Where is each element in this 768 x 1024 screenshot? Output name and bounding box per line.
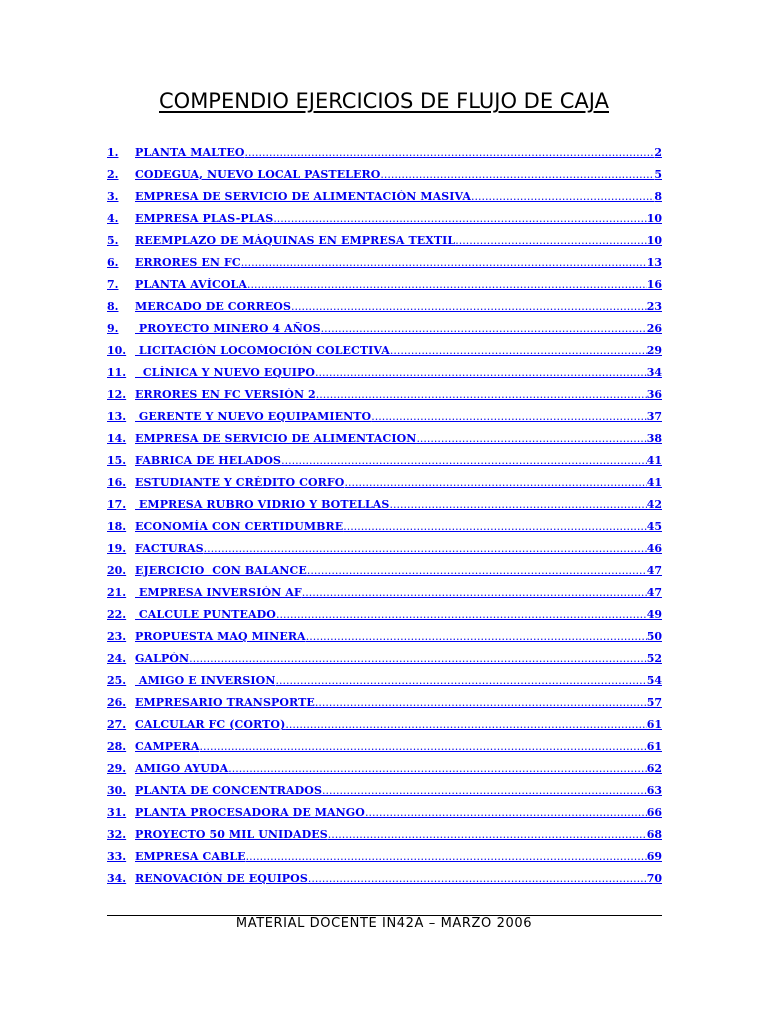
toc-entry-number: 31. [107, 806, 127, 819]
toc-entry-label: CALCULE PUNTEADO [135, 608, 276, 621]
toc-entry-page: 62 [646, 762, 662, 775]
toc-entry[interactable] [107, 586, 662, 608]
toc-entry-page: 10 [646, 234, 662, 247]
toc-entry[interactable] [107, 718, 662, 740]
toc-entry-label: FACTURAS [135, 542, 204, 555]
toc-entry-page: 57 [646, 696, 662, 709]
toc-dot-leader [316, 388, 647, 401]
toc-entry-label: GERENTE Y NUEVO EQUIPAMIENTO [135, 410, 372, 423]
toc-dot-leader [306, 630, 647, 643]
toc-dot-leader [416, 432, 646, 445]
toc-entry-number: 33. [107, 850, 127, 863]
toc-dot-leader [328, 828, 647, 841]
toc-dot-leader [285, 718, 646, 731]
toc-entry-label: PLANTA PROCESADORA DE MANGO [135, 806, 365, 819]
toc-entry[interactable] [107, 696, 662, 718]
toc-dot-leader [365, 806, 647, 819]
toc-dot-leader [321, 322, 647, 335]
toc-entry-page: 47 [646, 564, 662, 577]
document-title [0, 87, 768, 115]
toc-dot-leader [189, 652, 647, 665]
toc-dot-leader [343, 520, 646, 533]
toc-entry-page: 61 [646, 718, 662, 731]
toc-entry[interactable] [107, 652, 662, 674]
toc-dot-leader [276, 674, 647, 687]
toc-entry-page: 68 [646, 828, 662, 841]
toc-entry[interactable] [107, 190, 662, 212]
toc-entry-number: 18. [107, 520, 127, 533]
toc-entry-page: 47 [646, 586, 662, 599]
toc-entry-label: PROYECTO 50 MIL UNIDADES [135, 828, 328, 841]
toc-entry[interactable] [107, 674, 662, 696]
toc-entry-number: 15. [107, 454, 127, 467]
toc-entry-label: AMIGO E INVERSION [135, 674, 276, 687]
toc-dot-leader [246, 850, 647, 863]
toc-entry-number: 26. [107, 696, 127, 709]
toc-dot-leader [345, 476, 647, 489]
toc-dot-leader [302, 586, 647, 599]
toc-entry-page: 45 [646, 520, 662, 533]
toc-entry-label: GALPÓN [135, 652, 190, 665]
toc-entry-page: 54 [646, 674, 662, 687]
toc-entry-label: ECONOMÍA CON CERTIDUMBRE [135, 520, 344, 533]
toc-entry-page: 41 [646, 454, 662, 467]
toc-entry-number: 12. [107, 388, 127, 401]
footer-text: MATERIAL DOCENTE IN42A – MARZO 2006 [235, 916, 533, 931]
toc-entry[interactable] [107, 806, 662, 828]
toc-entry-page: 29 [646, 344, 662, 357]
toc-entry[interactable] [107, 322, 662, 344]
toc-entry-label: AMIGO AYUDA [135, 762, 229, 775]
toc-entry-page: 70 [646, 872, 662, 885]
toc-dot-leader [389, 498, 646, 511]
toc-entry[interactable] [107, 476, 662, 498]
toc-dot-leader [204, 542, 647, 555]
toc-dot-leader [245, 146, 655, 159]
toc-dot-leader [307, 564, 647, 577]
toc-entry-label: LICITACIÓN LOCOMOCIÓN COLECTIVA [135, 344, 390, 357]
toc-dot-leader [247, 278, 647, 291]
toc-dot-leader [315, 366, 647, 379]
toc-entry-page: 38 [646, 432, 662, 445]
toc-entry-page: 66 [646, 806, 662, 819]
toc-entry-label: PLANTA MALTEO [135, 146, 245, 159]
toc-entry-page: 10 [646, 212, 662, 225]
toc-entry-label: PLANTA DE CONCENTRADOS [135, 784, 323, 797]
toc-dot-leader [276, 608, 647, 621]
toc-entry-label: ERRORES EN FC VERSIÓN 2 [135, 388, 316, 401]
toc-entry-label: EMPRESA INVERSIÓN AF [135, 586, 302, 599]
toc-entry-number: 29. [107, 762, 127, 775]
toc-entry-label: ERRORES EN FC [135, 256, 241, 269]
toc-entry-label: EMPRESA DE SERVICIO DE ALIMENTACIÓN MASIVA [135, 190, 471, 203]
toc-entry-number: 24. [107, 652, 127, 665]
toc-entry[interactable] [107, 168, 662, 190]
toc-entry-label: EMPRESA CABLE [135, 850, 246, 863]
toc-entry-page: 37 [646, 410, 662, 423]
toc-entry-page: 63 [646, 784, 662, 797]
toc-entry-number: 2. [107, 168, 119, 181]
toc-entry[interactable] [107, 388, 662, 410]
toc-entry-number: 10. [107, 344, 127, 357]
toc-entry-page: 8 [654, 190, 662, 203]
toc-entry-number: 4. [107, 212, 119, 225]
toc-dot-leader [322, 784, 647, 797]
toc-entry[interactable] [107, 762, 662, 784]
toc-entry-number: 17. [107, 498, 127, 511]
document-title-text: COMPENDIO EJERCICIOS DE FLUJO DE CAJA [159, 89, 609, 113]
toc-entry-label: EJERCICIO CON BALANCE [135, 564, 307, 577]
toc-entry-number: 30. [107, 784, 127, 797]
toc-entry-number: 34. [107, 872, 127, 885]
toc-entry-page: 52 [646, 652, 662, 665]
toc-entry[interactable] [107, 432, 662, 454]
toc-entry-label: MERCADO DE CORREOS [135, 300, 292, 313]
toc-entry-page: 50 [646, 630, 662, 643]
toc-entry-label: PROPUESTA MAQ MINERA [135, 630, 306, 643]
toc-entry-page: 5 [654, 168, 662, 181]
toc-dot-leader [315, 696, 647, 709]
toc-entry-label: RENOVACIÓN DE EQUIPOS [135, 872, 308, 885]
toc-entry[interactable] [107, 872, 662, 894]
toc-dot-leader [390, 344, 647, 357]
toc-entry-page: 46 [646, 542, 662, 555]
toc-dot-leader [291, 300, 647, 313]
toc-dot-leader [281, 454, 647, 467]
toc-entry-label: REEMPLAZO DE MÁQUINAS EN EMPRESA TEXTIL [135, 234, 456, 247]
toc-entry-number: 25. [107, 674, 127, 687]
toc-entry-page: 61 [646, 740, 662, 753]
toc-entry-page: 13 [646, 256, 662, 269]
toc-entry-number: 5. [107, 234, 119, 247]
toc-entry[interactable] [107, 366, 662, 388]
toc-entry-page: 16 [646, 278, 662, 291]
toc-entry-number: 11. [107, 366, 127, 379]
toc-entry-number: 1. [107, 146, 119, 159]
toc-entry-number: 8. [107, 300, 119, 313]
toc-entry-label: PROYECTO MINERO 4 AÑOS [135, 322, 321, 335]
toc-entry-label: ESTUDIANTE Y CRÉDITO CORFO [135, 476, 345, 489]
toc-entry[interactable] [107, 146, 662, 168]
toc-entry[interactable] [107, 344, 662, 366]
toc-entry-number: 14. [107, 432, 127, 445]
toc-entry[interactable] [107, 454, 662, 476]
toc-entry[interactable] [107, 520, 662, 542]
toc-entry[interactable] [107, 278, 662, 300]
toc-entry-page: 36 [646, 388, 662, 401]
toc-dot-leader [380, 168, 654, 181]
toc-entry-number: 27. [107, 718, 127, 731]
toc-dot-leader [308, 872, 647, 885]
toc-entry-number: 23. [107, 630, 127, 643]
toc-entry-page: 69 [646, 850, 662, 863]
toc-entry[interactable] [107, 234, 662, 256]
toc-entry-page: 34 [646, 366, 662, 379]
toc-entry-number: 6. [107, 256, 119, 269]
toc-entry[interactable] [107, 564, 662, 586]
toc-dot-leader [471, 190, 654, 203]
toc-entry-page: 42 [646, 498, 662, 511]
toc-entry-number: 9. [107, 322, 119, 335]
toc-entry-label: PLANTA AVÍCOLA [135, 278, 247, 291]
toc-entry-page: 49 [646, 608, 662, 621]
toc-entry-number: 21. [107, 586, 127, 599]
toc-entry-label: EMPRESARIO TRANSPORTE [135, 696, 315, 709]
table-of-contents [107, 146, 662, 894]
toc-entry[interactable] [107, 300, 662, 322]
toc-dot-leader [228, 762, 646, 775]
toc-entry-page: 23 [646, 300, 662, 313]
toc-entry[interactable] [107, 850, 662, 872]
toc-entry-number: 13. [107, 410, 127, 423]
toc-entry-number: 7. [107, 278, 119, 291]
toc-entry[interactable] [107, 740, 662, 762]
toc-entry[interactable] [107, 784, 662, 806]
toc-entry-page: 41 [646, 476, 662, 489]
toc-dot-leader [371, 410, 646, 423]
toc-entry-label: CALCULAR FC (CORTO) [135, 718, 286, 731]
toc-entry-number: 22. [107, 608, 127, 621]
toc-entry[interactable] [107, 498, 662, 520]
toc-entry-page: 2 [654, 146, 662, 159]
toc-entry[interactable] [107, 256, 662, 278]
toc-entry[interactable] [107, 630, 662, 652]
toc-entry-label: FABRICA DE HELADOS [135, 454, 282, 467]
toc-dot-leader [200, 740, 647, 753]
toc-entry-number: 3. [107, 190, 119, 203]
toc-entry-label: EMPRESA RUBRO VIDRIO Y BOTELLAS [135, 498, 390, 511]
toc-entry[interactable] [107, 608, 662, 630]
toc-dot-leader [241, 256, 647, 269]
toc-entry[interactable] [107, 410, 662, 432]
toc-entry-number: 32. [107, 828, 127, 841]
toc-entry-label: CODEGUA, NUEVO LOCAL PASTELERO [135, 168, 381, 181]
toc-entry[interactable] [107, 542, 662, 564]
toc-dot-leader [273, 212, 646, 225]
toc-entry-number: 19. [107, 542, 127, 555]
toc-entry-label: EMPRESA PLAS-PLAS [135, 212, 274, 225]
toc-entry-label: CAMPERA [135, 740, 200, 753]
toc-entry-page: 26 [646, 322, 662, 335]
toc-entry-label: EMPRESA DE SERVICIO DE ALIMENTACION [135, 432, 417, 445]
toc-dot-leader [455, 234, 646, 247]
toc-entry[interactable] [107, 212, 662, 234]
toc-entry-number: 28. [107, 740, 127, 753]
toc-entry-number: 20. [107, 564, 127, 577]
toc-entry-number: 16. [107, 476, 127, 489]
toc-entry-label: CLÍNICA Y NUEVO EQUIPO [135, 366, 316, 379]
toc-entry[interactable] [107, 828, 662, 850]
